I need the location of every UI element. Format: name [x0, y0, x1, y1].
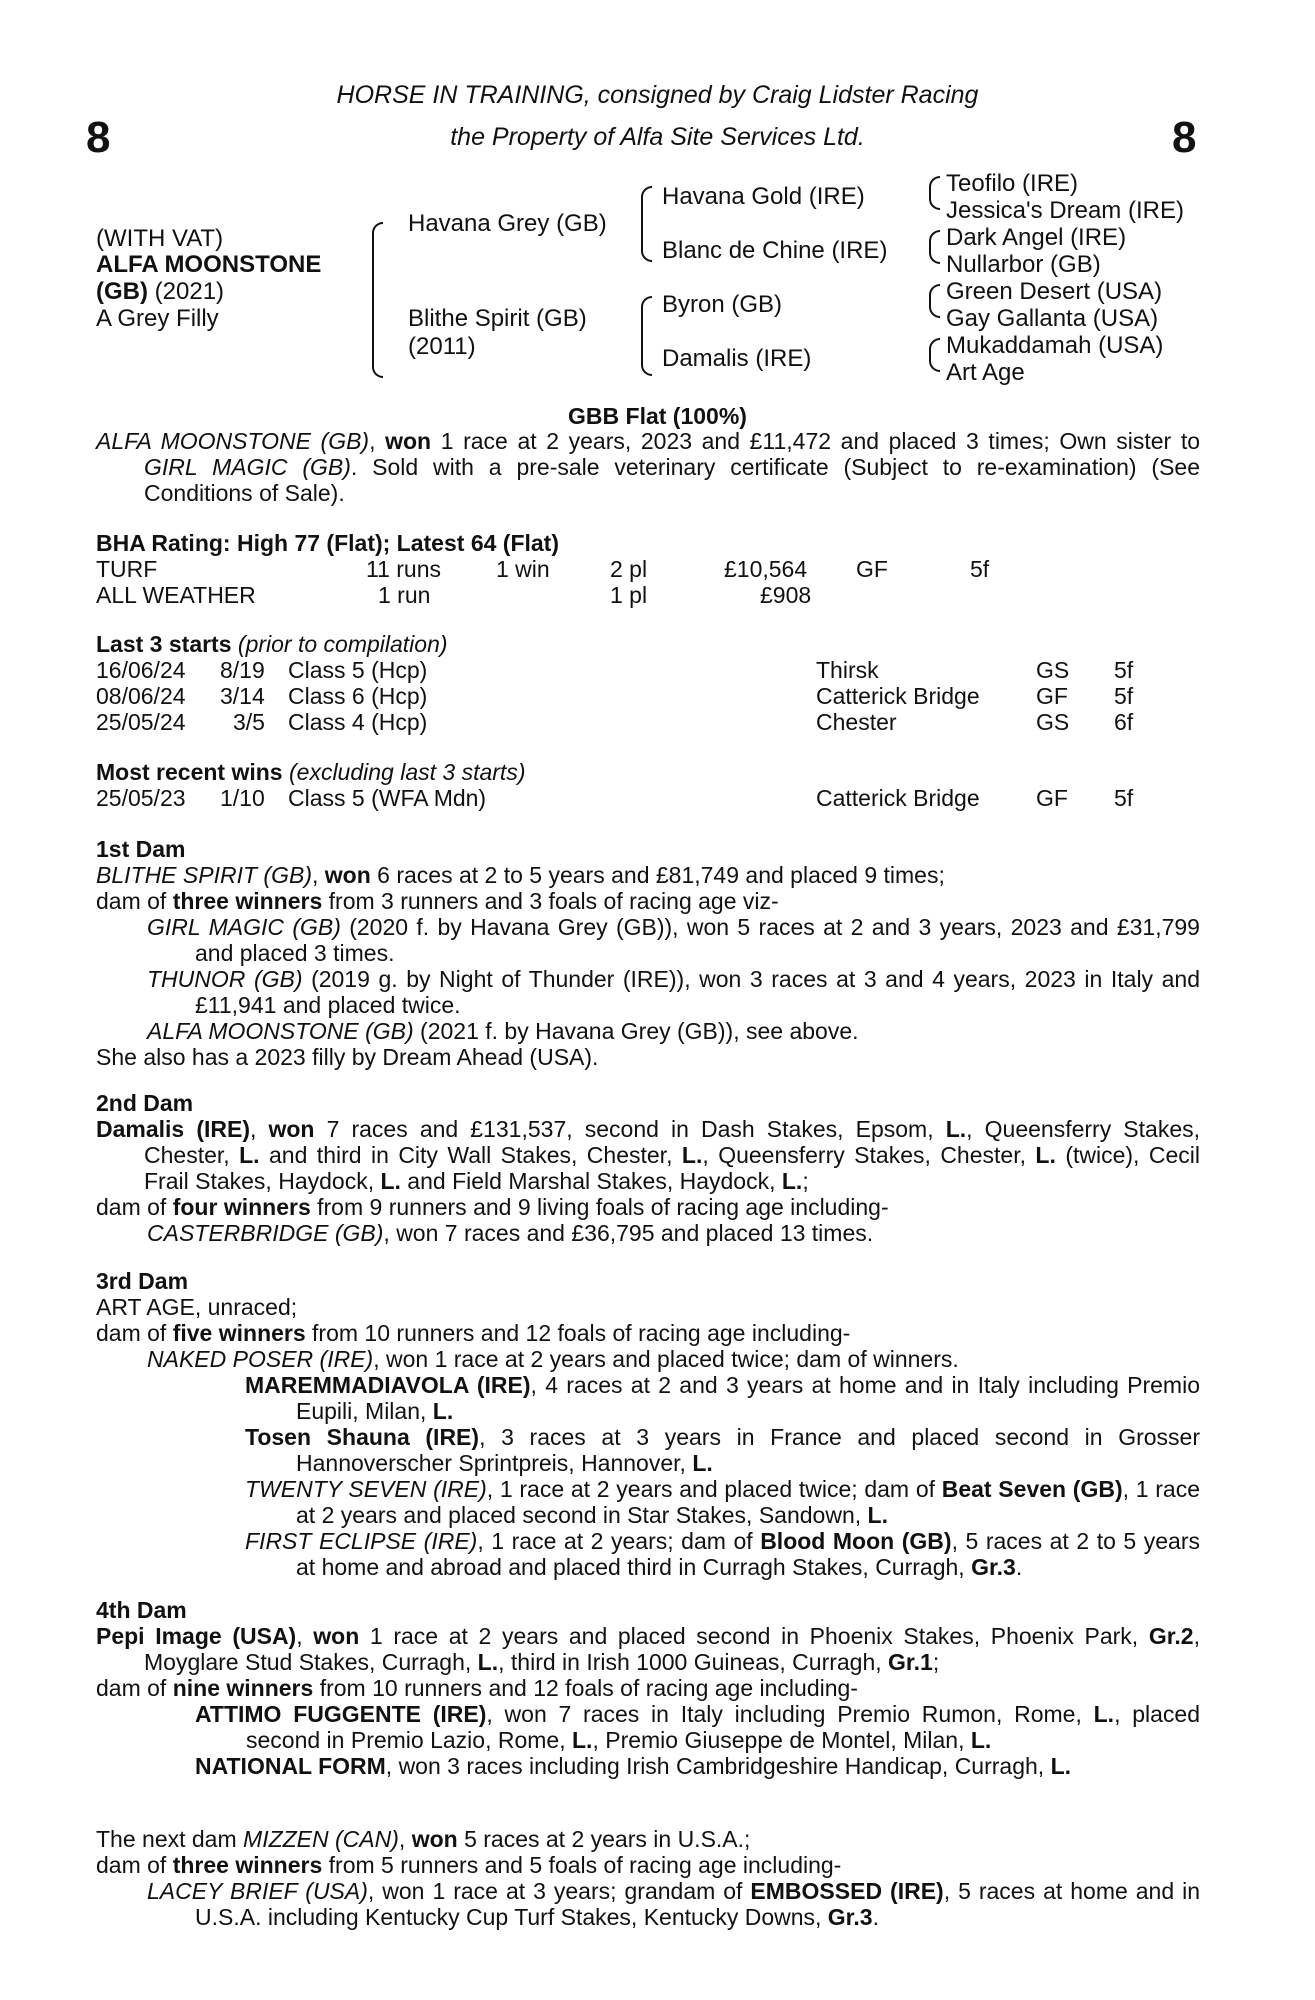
pedigree-g4: Nullarbor (GB): [946, 251, 1101, 278]
horse-summary: ALFA MOONSTONE (GB), won 1 race at 2 years, 2023 and £11,472 and placed 3 times; Own sister to GIRL MAGIC (GB). Sold with a pre-sale veterinary certificate (Subject to re-examination) (See Conditions of Sale).: [96, 428, 1201, 506]
win-row: 25/05/23 1/10 Class 5 (WFA Mdn) Catterick Bridge GF 5f: [96, 785, 1134, 811]
pedigree-brace-dam: [641, 296, 652, 376]
third-dam-section: 3rd Dam ART AGE, unraced; dam of five winners from 10 runners and 12 foals of racing age including- NAKED POSER (IRE), won 1 race at 2 years and placed twice; dam of winners. MAREMMADIAVOLA (IRE), 4 races at 2 and 3 years at home and in Italy including Premio Eupili, Milan, L. Tosen Shauna (IRE), 3 races at 3 years in France and placed second in Grosser Hannoverscher Sprintpreis, Hannover, L. TWENTY SEVEN (IRE), 1 race at 2 years and placed twice; dam of Beat Seven (GB), 1 race at 2 years and placed second in Star Stakes, Sandown, L. FIRST ECLIPSE (IRE), 1 race at 2 years; dam of Blood Moon (GB), 5 races at 2 to 5 years at home and abroad and placed third in Curragh Stakes, Curragh, Gr.3.: [96, 1268, 1200, 1580]
horse-name: ALFA MOONSTONE: [96, 251, 322, 278]
pedigree-dam-sire: Byron (GB): [662, 291, 783, 318]
pedigree-sire-sire: Havana Gold (IRE): [662, 183, 865, 210]
pedigree-g8: Art Age: [946, 359, 1025, 386]
pedigree-dam: Blithe Spirit (GB): [408, 305, 587, 332]
pedigree-brace-sire: [641, 186, 652, 262]
pedigree-brace-g3: [929, 284, 940, 318]
second-dam-title: 2nd Dam: [96, 1090, 194, 1116]
horse-origin-year: (GB) (2021): [96, 278, 225, 305]
bha-rating-section: [96, 530, 1200, 608]
pedigree-g1: Teofilo (IRE): [946, 170, 1079, 197]
header-consignor: HORSE IN TRAINING, consigned by Craig Lidster Racing: [336, 81, 979, 109]
pedigree-sire: Havana Grey (GB): [408, 210, 607, 237]
start-row: 16/06/24 8/19 Class 5 (Hcp) Thirsk GS 5f: [96, 657, 1134, 683]
pedigree-g7: Mukaddamah (USA): [946, 332, 1164, 359]
pedigree-g6: Gay Gallanta (USA): [946, 305, 1159, 332]
lot-number-right: 8: [1172, 113, 1197, 162]
pedigree-dam-dam: Damalis (IRE): [662, 345, 812, 372]
vat-note: (WITH VAT): [96, 225, 224, 252]
pedigree-dam-year: (2011): [408, 333, 476, 360]
bha-rating-title: BHA Rating: High 77 (Flat); Latest 64 (Flat): [96, 530, 559, 556]
start-row: 25/05/24 3/5 Class 4 (Hcp) Chester GS 6f: [96, 709, 1134, 735]
pedigree-g3: Dark Angel (IRE): [946, 224, 1127, 251]
pedigree-sire-dam: Blanc de Chine (IRE): [662, 237, 888, 264]
bha-row-all-weather: ALL WEATHER 1 run 1 pl £908: [96, 582, 812, 608]
pedigree-g5: Green Desert (USA): [946, 278, 1163, 305]
pedigree-brace-g1: [929, 176, 940, 210]
last-3-starts: Last 3 starts (prior to compilation) 16/06/24 8/19 Class 5 (Hcp) Thirsk GS 5f 08/06/24 3/14 Class 6 (Hcp) Catterick Bridge GF 5f 25/05/24 3/5 Class 4 (Hcp) Chester GS 6f: [96, 631, 1200, 735]
first-dam-title: 1st Dam: [96, 836, 186, 862]
pedigree-brace-gen1: [372, 222, 383, 378]
third-dam-title: 3rd Dam: [96, 1268, 189, 1294]
fourth-dam-section: 4th Dam Pepi Image (USA), won 1 race at 2 years and placed second in Phoenix Stakes, Phoenix Park, Gr.2, Moyglare Stud Stakes, Curragh, L., third in Irish 1000 Guineas, Curragh, Gr.1; dam of nine winners from 10 runners and 12 foals of racing age including- ATTIMO FUGGENTE (IRE), won 7 races in Italy including Premio Rumon, Rome, L., placed second in Premio Lazio, Rome, L., Premio Giuseppe de Montel, Milan, L. NATIONAL FORM, won 3 races including Irish Cambridgeshire Handicap, Curragh, L.: [96, 1597, 1200, 1779]
second-dam-section: 2nd Dam Damalis (IRE), won 7 races and £131,537, second in Dash Stakes, Epsom, L., Queensferry Stakes, Chester, L. and third in City Wall Stakes, Chester, L., Queensferry Stakes, Chester, L. (twice), Cecil Frail Stakes, Haydock, L. and Field Marshal Stakes, Haydock, L.; dam of four winners from 9 runners and 9 living foals of racing age including- CASTERBRIDGE (GB), won 7 races and £36,795 and placed 13 times.: [96, 1090, 1200, 1246]
start-row: 08/06/24 3/14 Class 6 (Hcp) Catterick Bridge GF 5f: [96, 683, 1134, 709]
lot-number-left: 8: [86, 113, 111, 162]
most-recent-wins: Most recent wins (excluding last 3 starts) 25/05/23 1/10 Class 5 (WFA Mdn) Catterick Bridge GF 5f: [96, 759, 1200, 811]
pedigree-brace-g4: [929, 338, 940, 372]
header-property: the Property of Alfa Site Services Ltd.: [450, 123, 865, 151]
first-dam-section: 1st Dam BLITHE SPIRIT (GB), won 6 races at 2 to 5 years and £81,749 and placed 9 times; dam of three winners from 3 runners and 3 foals of racing age viz- GIRL MAGIC (GB) (2020 f. by Havana Grey (GB)), won 5 races at 2 and 3 years, 2023 and £31,799 and placed 3 times. THUNOR (GB) (2019 g. by Night of Thunder (IRE)), won 3 races at 3 and 4 years, 2023 in Italy and £11,941 and placed twice. ALFA MOONSTONE (GB) (2021 f. by Havana Grey (GB)), see above. She also has a 2023 filly by Dream Ahead (USA).: [96, 836, 1200, 1070]
horse-description: A Grey Filly: [96, 305, 219, 332]
bha-row-turf: TURF 11 runs 1 win 2 pl £10,564 GF 5f: [96, 556, 990, 582]
fourth-dam-title: 4th Dam: [96, 1597, 187, 1623]
next-dam-section: The next dam MIZZEN (CAN), won 5 races at 2 years in U.S.A.; dam of three winners from 5 runners and 5 foals of racing age including- LACEY BRIEF (USA), won 1 race at 3 years; grandam of EMBOSSED (IRE), 5 races at home and in U.S.A. including Kentucky Cup Turf Stakes, Kentucky Downs, Gr.3.: [96, 1826, 1201, 1930]
pedigree-brace-g2: [929, 230, 940, 264]
gbb-rating: GBB Flat (100%): [568, 403, 747, 429]
pedigree-g2: Jessica's Dream (IRE): [946, 197, 1184, 224]
